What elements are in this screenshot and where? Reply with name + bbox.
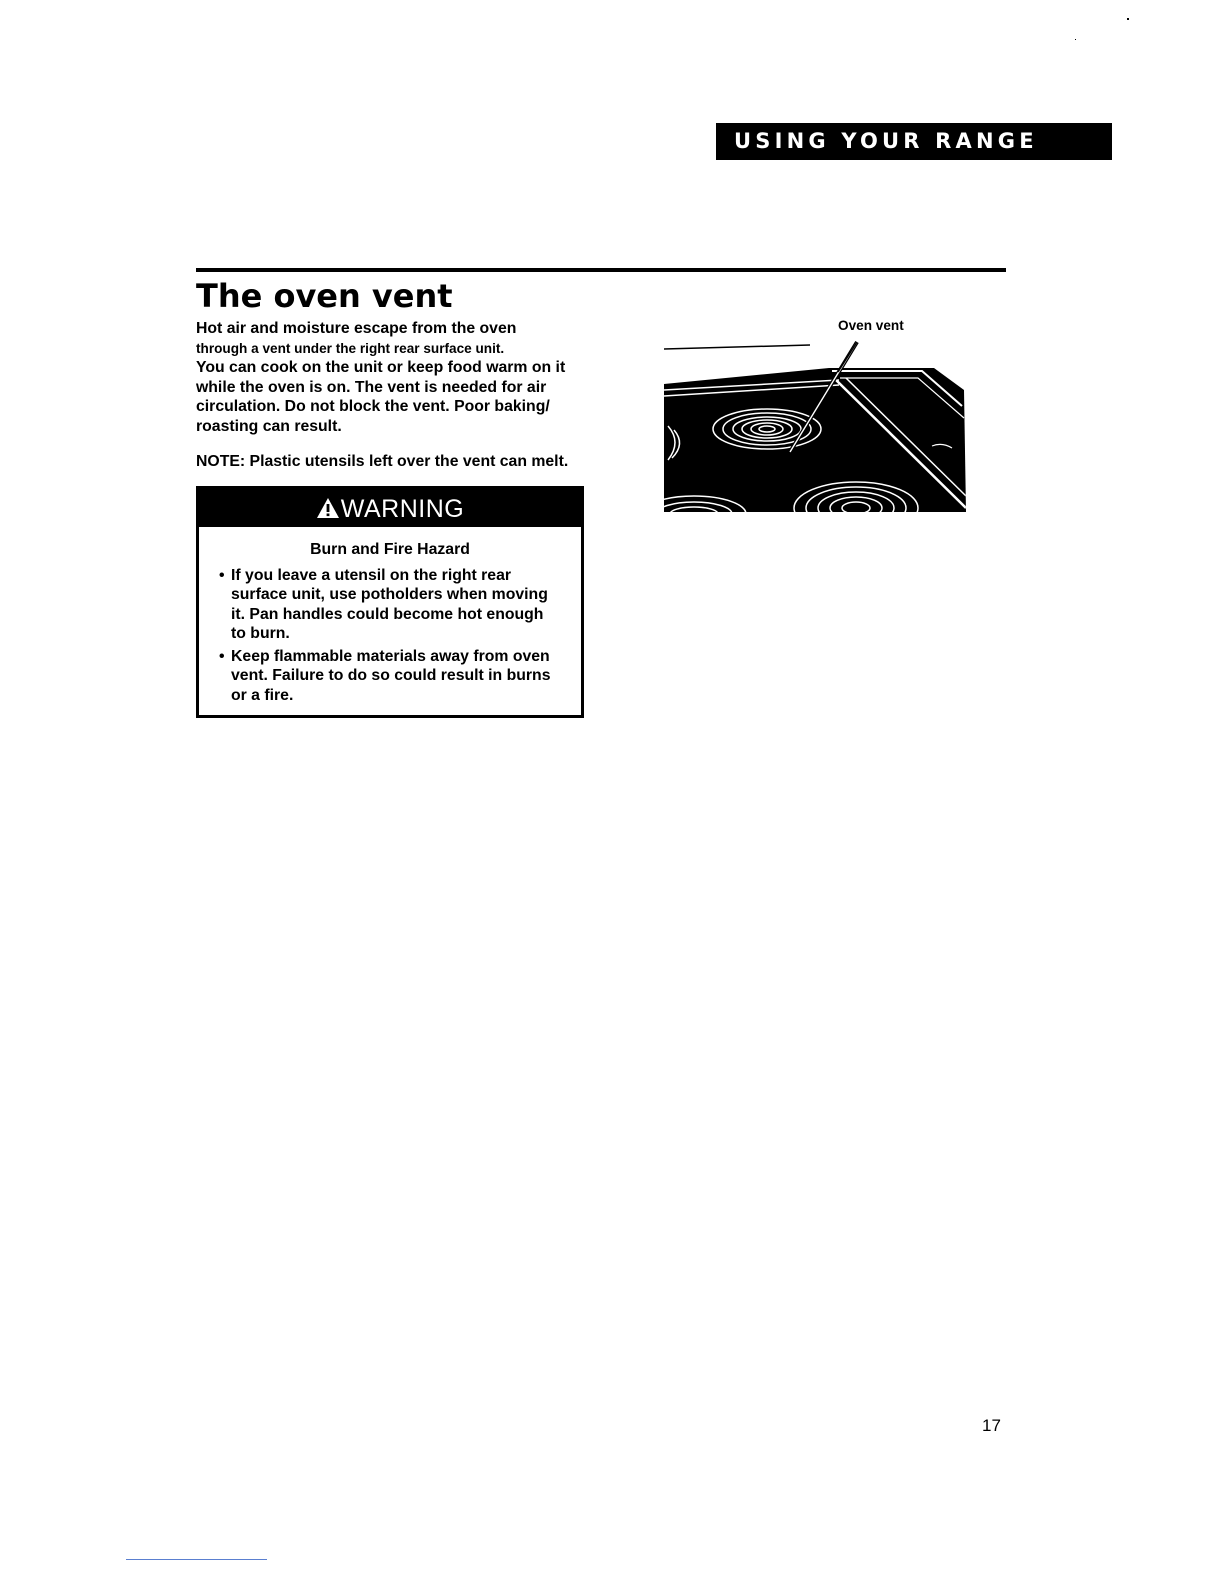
- cooktop-drawing: [664, 318, 968, 512]
- intro-line-2: through a vent under the right rear surface unit.: [196, 340, 505, 356]
- footnote-rule: [126, 1559, 267, 1560]
- warning-list: [199, 566, 581, 705]
- note-label: NOTE:: [196, 453, 246, 470]
- intro-line-1: Hot air and moisture escape from the oven: [196, 320, 517, 337]
- figure-label: Oven vent: [838, 318, 904, 333]
- warning-triangle-icon: [316, 497, 340, 519]
- cooktop-surface: [664, 368, 966, 512]
- page-number: 17: [982, 1416, 1001, 1435]
- warning-item: • If you leave a utensil on the right rear surface unit, use potholders when moving it. Pan handles could become hot enough to burn.: [219, 566, 561, 643]
- intro-paragraph: [196, 319, 591, 436]
- hazard-title: Burn and Fire Hazard: [310, 541, 470, 558]
- intro-emphasis: Do not block the vent.: [284, 398, 450, 415]
- note-paragraph: [196, 452, 591, 472]
- scan-speck: [1075, 39, 1076, 40]
- warning-box: [196, 486, 584, 718]
- warning-header: [199, 489, 581, 527]
- section-tab: USING YOUR RANGE: [716, 123, 1112, 160]
- intro-end: Poor baking/ roasting can result.: [196, 398, 550, 435]
- note-text: Plastic utensils left over the vent can melt.: [249, 453, 569, 470]
- warning-heading: WARNING: [340, 495, 465, 523]
- warning-item: • Keep flammable materials away from oven vent. Failure to do so could result in burns or a fire.: [219, 647, 561, 705]
- scan-speck: [1127, 18, 1129, 20]
- intro-line-3: You can cook on the unit or keep food warm on it while the oven is on. The vent is needed for air circulation.: [196, 359, 566, 415]
- section-rule: [196, 268, 1006, 272]
- oven-vent-illustration: [664, 318, 968, 512]
- page-title: The oven vent: [196, 277, 453, 315]
